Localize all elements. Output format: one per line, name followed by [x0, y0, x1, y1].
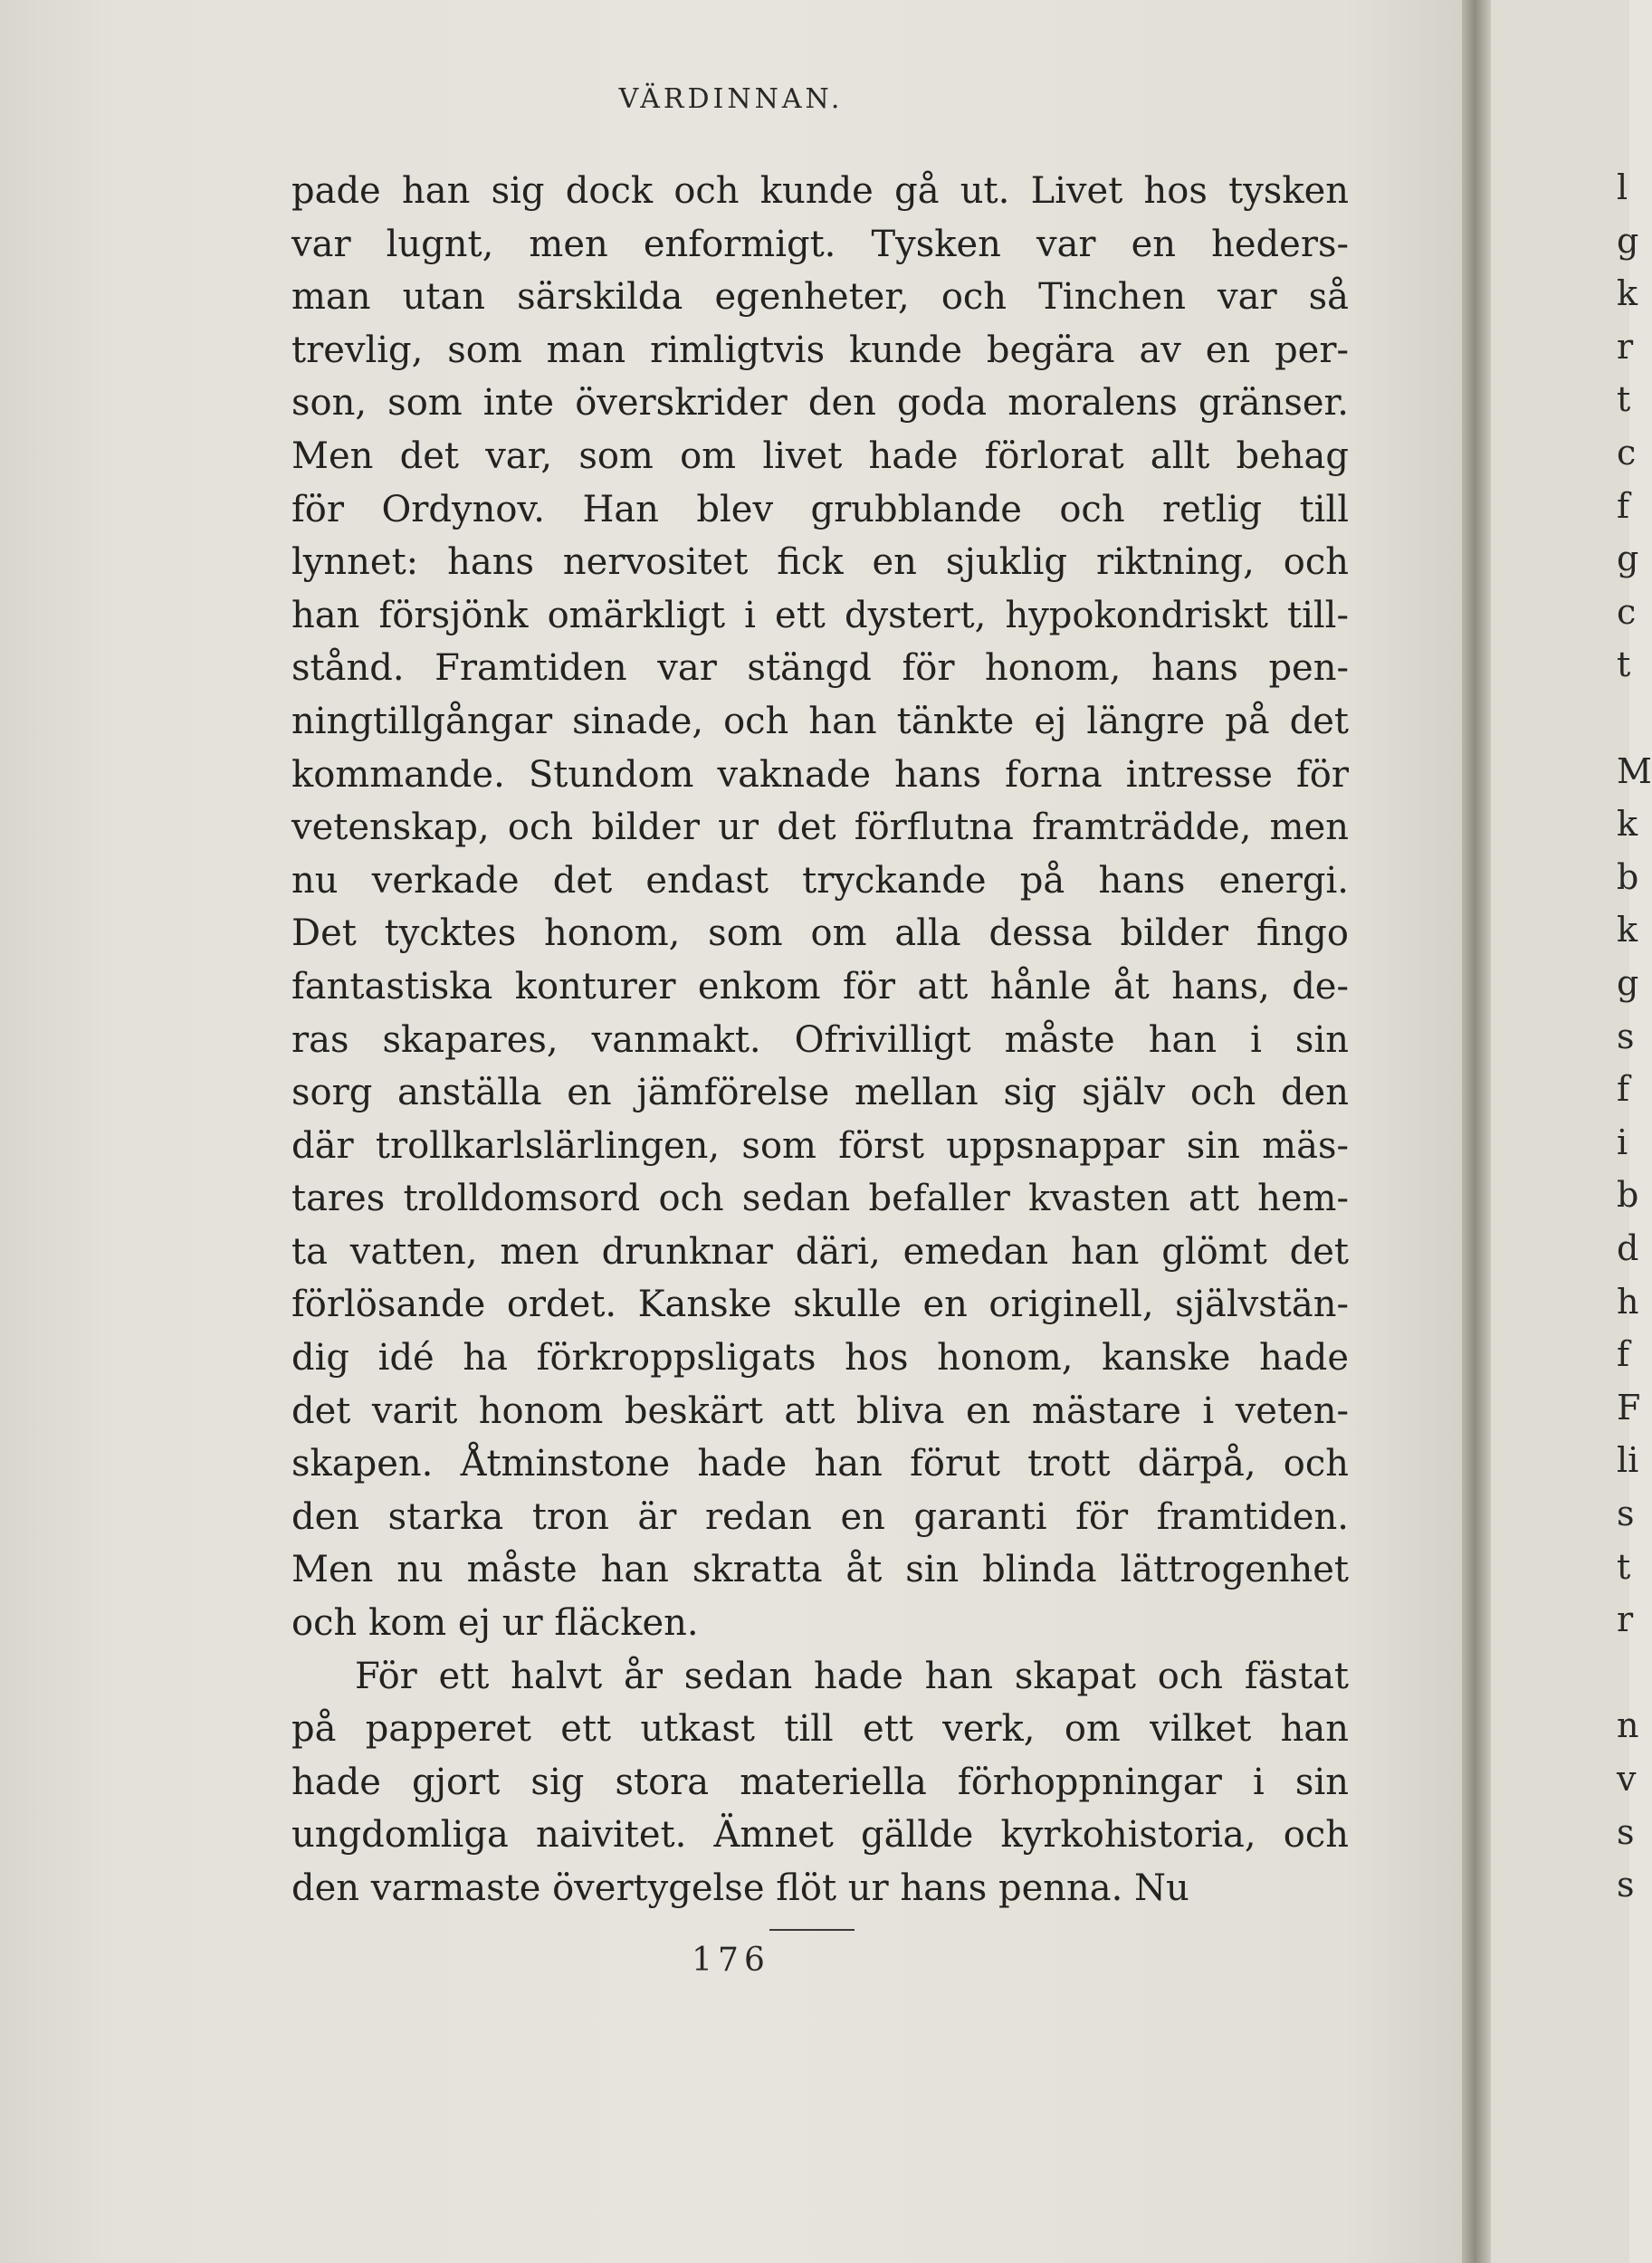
book-page-right-edge — [1491, 0, 1652, 2263]
edge-letter: b — [1617, 1175, 1639, 1216]
edge-letter: b — [1617, 856, 1639, 897]
edge-letter: g — [1617, 963, 1639, 1003]
edge-letter: r — [1617, 1599, 1634, 1640]
text-line: son, som inte överskrider den goda moralens gränser. — [291, 382, 1349, 425]
text-line: stånd. Framtiden var stängd för honom, hans pen- — [291, 647, 1349, 690]
text-line: fantastiska konturer enkom för att hånle åt hans, de- — [291, 965, 1349, 1007]
text-line: nu verkade det endast tryckande på hans energi. — [291, 859, 1349, 902]
edge-letter: f — [1617, 1069, 1630, 1110]
edge-letter: t — [1617, 1546, 1631, 1587]
edge-letter: k — [1617, 273, 1638, 314]
page-number: 176 — [692, 1942, 770, 1979]
edge-letter: li — [1617, 1440, 1639, 1481]
text-line: För ett halvt år sedan hade han skapat och fästat — [355, 1655, 1349, 1697]
edge-letter: c — [1617, 433, 1637, 473]
folio-rule — [769, 1929, 855, 1931]
text-line: var lugnt, men enformigt. Tysken var en heders- — [291, 223, 1349, 265]
text-line: den starka tron är redan en garanti för framtiden. — [291, 1495, 1349, 1538]
text-line: sorg anställa en jämförelse mellan sig själv och den — [291, 1072, 1349, 1114]
text-line: trevlig, som man rimligtvis kunde begära av en per- — [291, 329, 1349, 371]
edge-letter: n — [1617, 1705, 1639, 1746]
text-line: Det tycktes honom, som om alla dessa bilder fingo — [291, 912, 1349, 955]
edge-letter: t — [1617, 645, 1631, 685]
text-line: förlösande ordet. Kanske skulle en originell, självstän- — [291, 1284, 1349, 1326]
text-line: ta vatten, men drunknar däri, emedan han glömt det — [291, 1230, 1349, 1273]
text-line: Men nu måste han skratta åt sin blinda lättrogenhet — [291, 1549, 1349, 1591]
edge-letter: l — [1617, 167, 1628, 207]
edge-letter: f — [1617, 1334, 1630, 1375]
edge-letter: F — [1617, 1387, 1641, 1428]
edge-letter: v — [1617, 1759, 1637, 1799]
text-line: på papperet ett utkast till ett verk, om vilket han — [291, 1708, 1349, 1751]
edge-letter: d — [1617, 1228, 1639, 1268]
text-line: skapen. Åtminstone hade han förut trott därpå, och — [291, 1443, 1349, 1485]
edge-letter: g — [1617, 220, 1639, 261]
edge-letter: t — [1617, 379, 1631, 420]
edge-letter: M — [1617, 750, 1652, 791]
edge-letter: s — [1617, 1494, 1635, 1533]
edge-letter: k — [1617, 804, 1638, 845]
edge-letter: s — [1617, 1016, 1635, 1056]
edge-letter: i — [1617, 1122, 1628, 1162]
edge-letter: s — [1617, 1811, 1635, 1852]
text-line: och kom ej ur fläcken. — [291, 1602, 699, 1645]
text-line: ungdomliga naivitet. Ämnet gällde kyrkohistoria, och — [291, 1814, 1349, 1857]
running-head: VÄRDINNAN. — [618, 83, 844, 115]
edge-letter: g — [1617, 539, 1639, 579]
text-line: ningtillgångar sinade, och han tänkte ej längre på det — [291, 700, 1349, 742]
text-line: där trollkarlslärlingen, som först uppsnappar sin mäs- — [291, 1124, 1349, 1167]
book-gutter — [1462, 0, 1491, 2263]
text-line: kommande. Stundom vaknade hans forna intresse för — [291, 753, 1349, 796]
edge-letter: k — [1617, 910, 1638, 950]
text-line: dig idé ha förkroppsligats hos honom, kanske hade — [291, 1337, 1349, 1380]
text-line: Men det var, som om livet hade förlorat allt behag — [291, 434, 1349, 477]
text-line: det varit honom beskärt att bliva en mästare i veten- — [291, 1389, 1349, 1432]
text-line: lynnet: hans nervositet fick en sjuklig riktning, och — [291, 541, 1349, 584]
text-line: tares trolldomsord och sedan befaller kvasten att hem- — [291, 1178, 1349, 1220]
text-line: pade han sig dock och kunde gå ut. Livet hos tysken — [291, 170, 1349, 212]
text-line: han försjönk omärkligt i ett dystert, hypokondriskt till- — [291, 594, 1349, 636]
text-line: för Ordynov. Han blev grubblande och retlig till — [291, 488, 1349, 530]
text-line: vetenskap, och bilder ur det förflutna framträdde, men — [291, 807, 1349, 849]
edge-letter: h — [1617, 1281, 1639, 1322]
edge-letter: s — [1617, 1865, 1635, 1905]
text-line: den varmaste övertygelse flöt ur hans penna. Nu — [291, 1867, 1189, 1909]
edge-letter: r — [1617, 326, 1634, 367]
text-line: man utan särskilda egenheter, och Tinchen var så — [291, 276, 1349, 319]
edge-letter: c — [1617, 591, 1637, 632]
text-line: ras skapares, vanmakt. Ofrivilligt måste han i sin — [291, 1018, 1349, 1061]
text-line: hade gjort sig stora materiella förhoppningar i sin — [291, 1761, 1349, 1803]
body-text — [291, 165, 1349, 1915]
edge-letter: f — [1617, 485, 1630, 526]
